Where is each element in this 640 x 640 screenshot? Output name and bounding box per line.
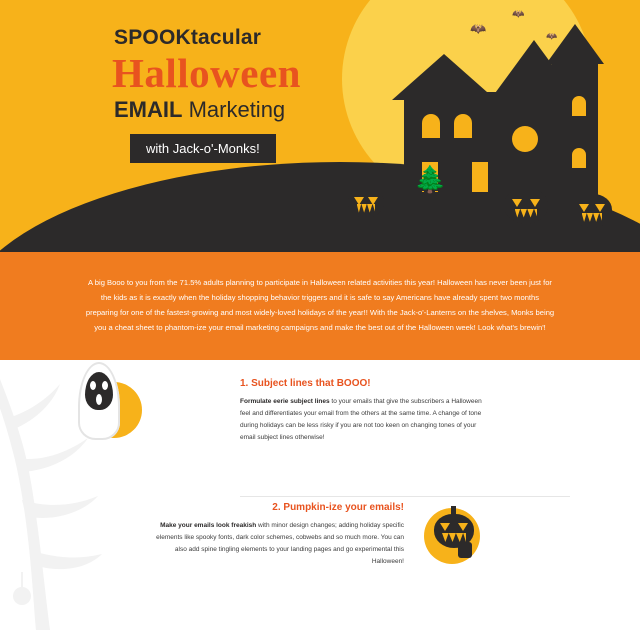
hero-line-2: Halloween (112, 50, 301, 96)
hero-line-3 (114, 97, 301, 123)
item-text-block (240, 378, 490, 444)
item-lead: Make your emails look freakish (160, 522, 257, 529)
hero-title-group (112, 26, 301, 163)
intro-band (0, 252, 640, 360)
item-title: 2. Pumpkin-ize your emails! (272, 502, 404, 513)
hero-badge: with Jack-o'-Monks! (130, 134, 276, 163)
divider (240, 496, 570, 497)
bat-icon: 🦇 (470, 21, 487, 36)
item-lead: Formulate eerie subject lines (240, 398, 330, 405)
hero-banner (0, 0, 640, 252)
hero-line-3-light: Marketing (182, 97, 286, 123)
item-body-text: with minor design changes; adding holiday specific elements like spooky fonts, dark color schemes, cobwebs and so much more. You can also add spine tingling elements to your landing pages and go experimental this Halloween! (156, 522, 404, 566)
item-text-block (154, 502, 404, 568)
intro-paragraph: A big Booo to you from the 71.5% adults planning to participate in Halloween related activities this year! Halloween has never been just for the kids as it is exactly when the holiday shopping behavior triggers and it is safe to say Americans have already spent two months preparing for one of the fastest-growing and most widely-loved holidays of the year!! With the Jack-o'-Lanterns on the shelves, Monks being you a cheat sheet to phantom-ize your email marketing campaigns and make the best out of the Halloween week! Look what's brewin'! (85, 278, 555, 332)
item-title: 1. Subject lines that BOOO! (240, 378, 371, 389)
item-body (154, 520, 404, 568)
hero-line-1: SPOOKtacular (114, 26, 262, 49)
hero-line-3-bold: EMAIL (114, 97, 183, 123)
pumpkin-icon (348, 188, 384, 218)
pumpkin-icon (572, 194, 612, 228)
item-body (240, 396, 490, 444)
item-body-text: to your emails that give the subscribers a Halloween feel and differentiates your email from the others at the same time. A change of tone during holidays can be less risky if you are not too keen on changing tones of your email subject lines otherwise! (240, 398, 482, 442)
bat-icon: 🦇 (512, 9, 525, 20)
pumpkin-icon (504, 188, 548, 224)
bat-icon: 🦇 (546, 31, 558, 41)
content-area (0, 360, 640, 640)
pumpkin-badge (424, 508, 480, 564)
candy-icon (458, 542, 472, 558)
dead-tree-icon: 🌲 (414, 164, 447, 194)
